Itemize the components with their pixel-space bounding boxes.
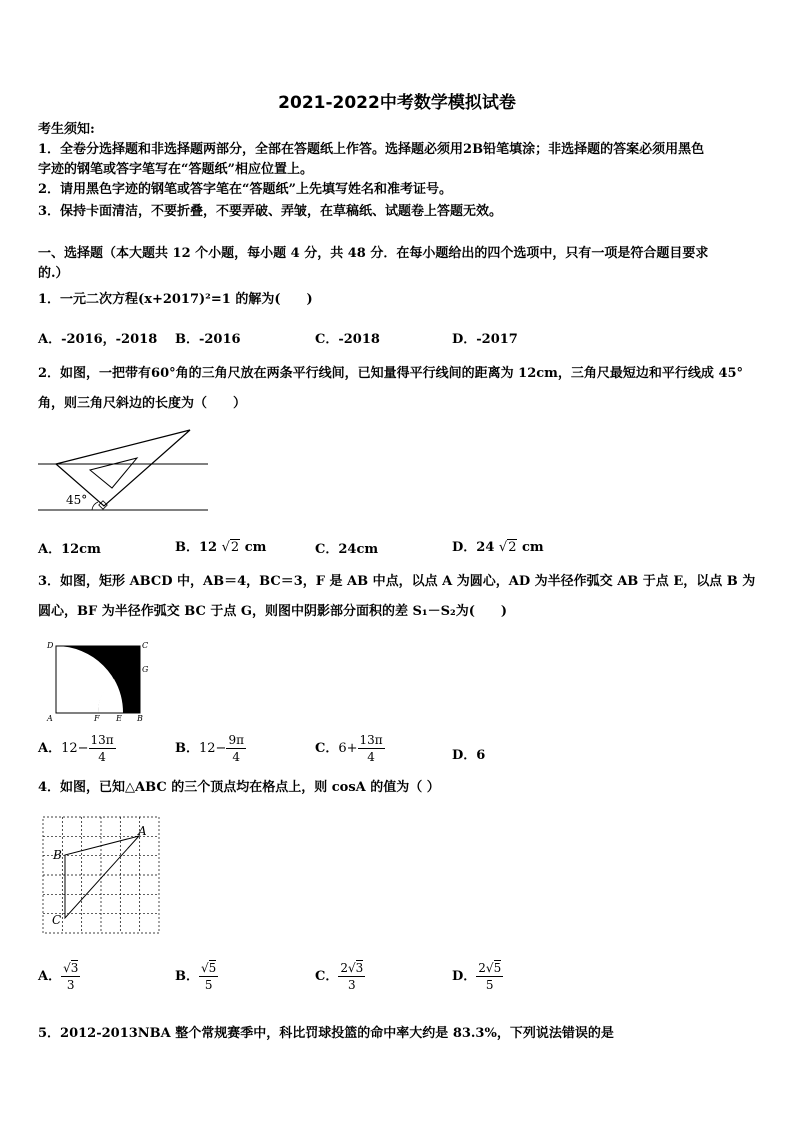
- q2-option-c: C．24cm: [315, 542, 379, 557]
- q3-option-c-den: 4: [367, 750, 375, 764]
- label-d: D: [47, 641, 54, 650]
- q2-option-b-sqrt: √2: [221, 540, 240, 555]
- q3-option-b: [175, 732, 246, 765]
- label-e: E: [116, 714, 122, 723]
- q3-option-c-fraction: [358, 732, 385, 765]
- label-b: B: [53, 848, 62, 862]
- label-a: A: [138, 824, 147, 838]
- q4-option-a-fraction: [61, 960, 80, 993]
- q4-option-d-label: D．: [452, 969, 477, 984]
- label-c: C: [142, 641, 149, 650]
- q4-option-a: [38, 960, 80, 993]
- q4-option-b-label: B．: [175, 969, 199, 984]
- q3-option-a-pre: 12−: [61, 741, 89, 756]
- q2-option-d-sqrt: √2: [498, 540, 517, 555]
- q4-option-a-den: 3: [66, 978, 75, 992]
- q2-option-b-unit: cm: [244, 540, 267, 555]
- q4-option-d-num: 2√5: [478, 961, 502, 975]
- q2-option-b: [175, 536, 266, 555]
- q4-option-c-fraction: [338, 960, 365, 993]
- q4-option-b-den: 5: [204, 978, 213, 992]
- q4-option-c-radicand: 3: [355, 961, 364, 975]
- q2-option-d-radicand: 2: [508, 540, 517, 555]
- q4-option-b: [175, 960, 218, 993]
- notice-line-2: 字迹的钢笔或答字笔写在“答题纸”相应位置上。: [38, 162, 313, 177]
- question-3-line-2: 圆心，BF 为半径作弧交 BC 于点 G，则图中阴影部分面积的差 S₁－S₂为( ): [38, 604, 507, 619]
- q3-option-c: [315, 732, 385, 765]
- label-g: G: [142, 665, 149, 674]
- angle-label-45: 45°: [66, 493, 88, 507]
- q4-option-c-coef: 2: [340, 961, 348, 975]
- q3-option-b-pre: 12−: [199, 741, 227, 756]
- question-2-line-1: 2．如图，一把带有60°角的三角尺放在两条平行线间，已知量得平行线间的距离为 12cm，三角尺最短边和平行线成 45°: [38, 366, 744, 381]
- question-4-stem: 4．如图，已知△ABC 的三个顶点均在格点上，则 cosA 的值为（ ）: [38, 780, 440, 795]
- q3-option-b-num: 9π: [228, 733, 244, 747]
- q3-option-c-label: C．: [315, 741, 339, 756]
- q4-option-c: [315, 960, 365, 993]
- q4-option-a-num: √3: [63, 961, 79, 975]
- q4-option-c-label: C．: [315, 969, 339, 984]
- q3-option-d: D．6: [452, 748, 486, 763]
- notice-line-1: 1．全卷分选择题和非选择题两部分，全部在答题纸上作答。选择题必须用2B铅笔填涂；非选择题的答案必须用黑色: [38, 142, 705, 157]
- notice-line-4: 3．保持卡面清洁，不要折叠，不要弄破、弄皱，在草稿纸、试题卷上答题无效。: [38, 204, 503, 219]
- q4-option-d: [452, 960, 503, 993]
- q4-option-b-radicand: 5: [208, 961, 217, 975]
- q3-option-b-label: B．: [175, 741, 199, 756]
- question-3-line-1: 3．如图，矩形 ABCD 中，AB＝4，BC＝3，F 是 AB 中点，以点 A 为圆心，AD 为半径作弧交 AB 于点 E，以点 B 为: [38, 574, 756, 589]
- q3-option-a-num: 13π: [90, 733, 114, 747]
- q3-option-c-pre: 6+: [338, 741, 358, 756]
- question-2-line-2: 角，则三角尺斜边的长度为（ ）: [38, 396, 247, 411]
- angle-arc: [92, 502, 98, 510]
- q4-option-b-fraction: [199, 960, 218, 993]
- question-1-stem: 1．一元二次方程(x+2017)²=1 的解为( ): [38, 292, 313, 307]
- label-b: B: [137, 714, 143, 723]
- q1-option-a: A．-2016，-2018: [38, 332, 158, 347]
- page-title: 2021-2022中考数学模拟试卷: [278, 93, 516, 113]
- q4-grid-figure: [40, 814, 164, 938]
- q3-option-a-fraction: [89, 732, 116, 765]
- q4-option-d-fraction: [476, 960, 503, 993]
- notice-line-3: 2．请用黑色字迹的钢笔或答字笔在“答题纸”上先填写姓名和准考证号。: [38, 182, 453, 197]
- q4-option-b-num: √5: [201, 961, 217, 975]
- section-heading-line-1: 一、选择题（本大题共 12 个小题，每小题 4 分，共 48 分．在每小题给出的四个选项中，只有一项是符合题目要求: [38, 246, 709, 261]
- q4-option-d-den: 5: [485, 978, 494, 992]
- q3-option-a: [38, 732, 116, 765]
- q4-option-d-coef: 2: [478, 961, 486, 975]
- q2-triangle-figure: [36, 426, 211, 516]
- q1-option-b: B．-2016: [175, 332, 241, 347]
- label-f: F: [94, 714, 100, 723]
- q2-option-d-prefix: D．24: [452, 540, 495, 555]
- q1-option-d: D．-2017: [452, 332, 518, 347]
- q2-option-d: [452, 536, 544, 555]
- q2-option-b-prefix: B．12: [175, 540, 218, 555]
- q4-option-a-label: A．: [38, 969, 62, 984]
- q3-rectangle-figure: [44, 636, 156, 724]
- q1-option-c: C．-2018: [315, 332, 380, 347]
- q3-option-b-den: 4: [232, 750, 241, 764]
- q3-option-c-num: 13π: [359, 733, 383, 747]
- q2-option-d-unit: cm: [522, 540, 544, 555]
- triangle-abc: [65, 836, 139, 918]
- q2-option-a: A．12cm: [38, 542, 101, 557]
- q4-option-c-num: 2√3: [340, 961, 364, 975]
- section-heading-line-2: 的.）: [38, 266, 69, 281]
- q3-option-a-den: 4: [98, 750, 106, 764]
- q4-option-a-radicand: 3: [70, 961, 79, 975]
- q3-option-a-label: A．: [38, 741, 62, 756]
- q2-option-b-radicand: 2: [230, 540, 240, 555]
- notice-heading: 考生须知:: [38, 122, 95, 137]
- q4-option-c-den: 3: [348, 978, 356, 992]
- q4-option-d-radicand: 5: [493, 961, 502, 975]
- label-a: A: [47, 714, 53, 723]
- q3-option-b-fraction: [226, 732, 246, 765]
- label-c: C: [52, 913, 62, 927]
- question-5-stem: 5．2012-2013NBA 整个常规赛季中，科比罚球投篮的命中率大约是 83.3%，下列说法错误的是: [38, 1026, 614, 1041]
